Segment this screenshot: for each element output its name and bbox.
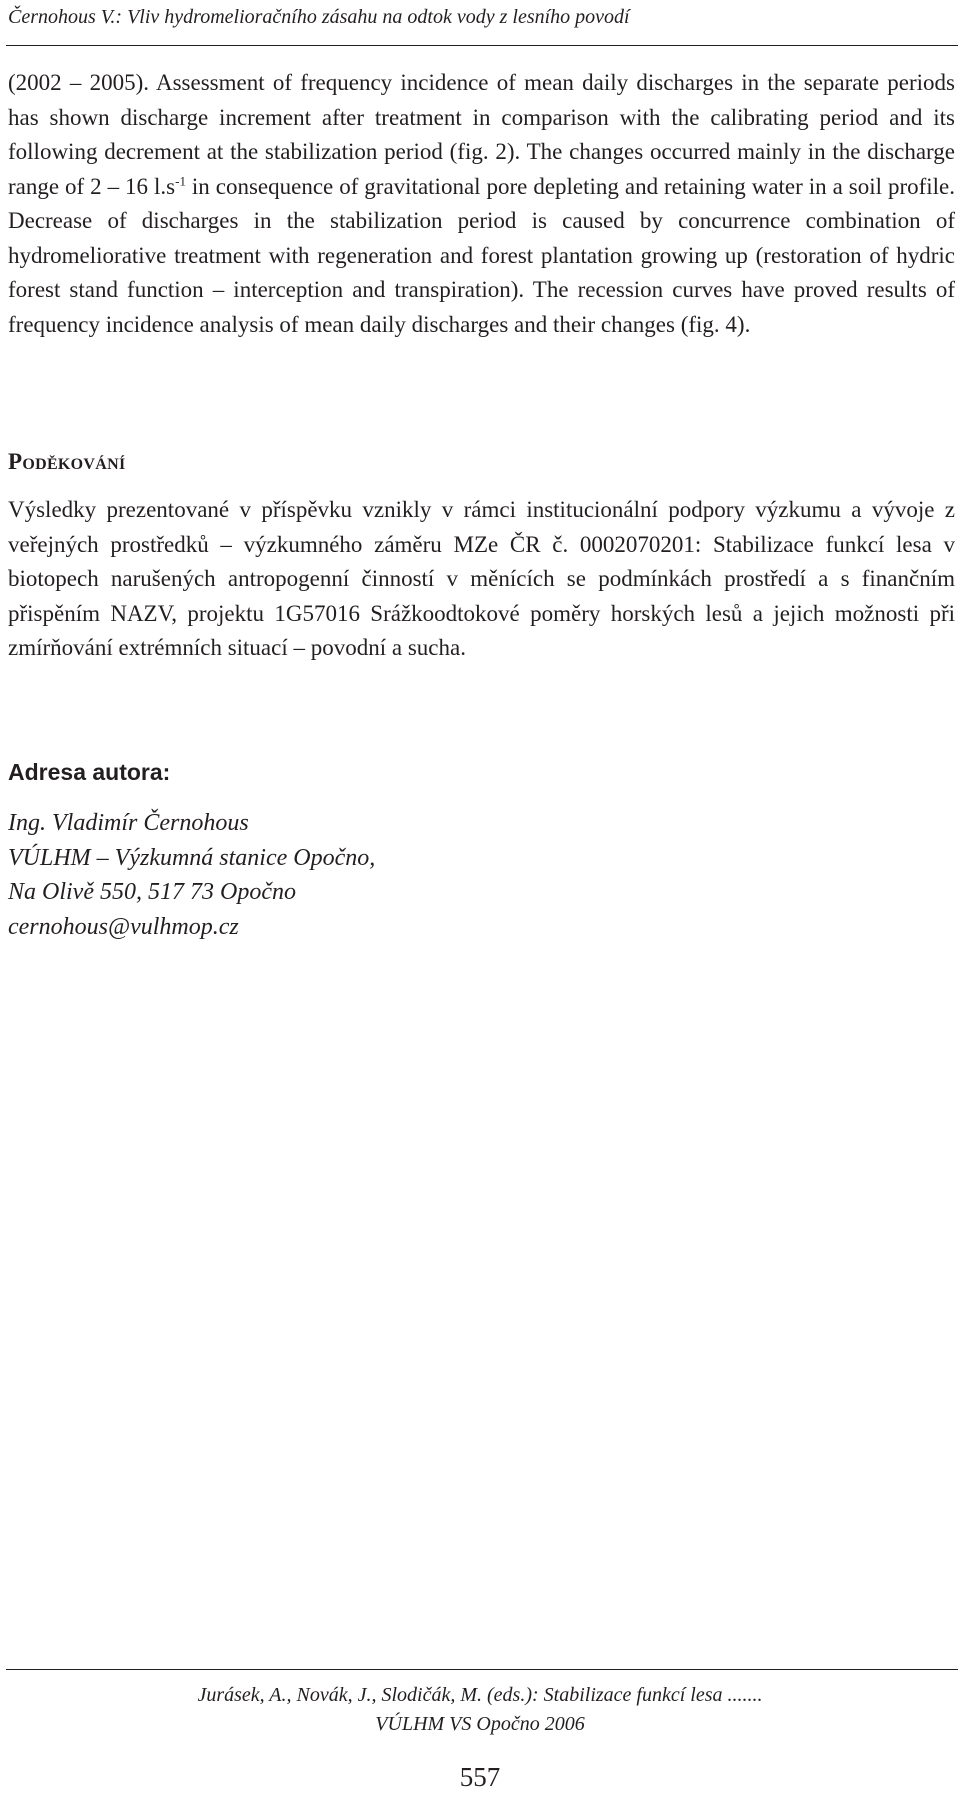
footer-citation: Jurásek, A., Novák, J., Slodičák, M. (eds.): Stabilizace funkcí lesa ....... bbox=[197, 1684, 763, 1706]
footer-rule bbox=[6, 1669, 958, 1670]
running-header: Černohous V.: Vliv hydromelioračního zásahu na odtok vody z lesního povodí bbox=[8, 6, 630, 28]
unit-superscript: -1 bbox=[175, 172, 186, 188]
acknowledgement-heading: Poděkování bbox=[8, 449, 126, 474]
main-paragraph-text-2: in consequence of gravitational pore depleting and retaining water in a soil profile. Decrease of discharges in the stabilization period is caused by concurrence combination of hydromeliorative treatment with regeneration and forest plantation growing up (restoration of hydric forest stand function – interception and transpiration). The recession curves have proved results of frequency incidence analysis of mean daily discharges and their changes (fig. 4). bbox=[8, 173, 956, 337]
page-number: 557 bbox=[459, 1762, 501, 1792]
main-paragraph bbox=[8, 66, 955, 342]
main-paragraph-text-1: (2002 – 2005). Assessment of frequency incidence of mean daily discharges in the separate periods has shown discharge increment after treatment in comparison with the calibrating period and its following decrement at the stabilization period (fig. 2). The changes occurred mainly in the discharge range of 2 – 16 l.s bbox=[8, 70, 955, 199]
footer-publisher: VÚLHM VS Opočno 2006 bbox=[375, 1713, 585, 1735]
author-name: Ing. Vladimír Černohous bbox=[8, 810, 249, 836]
author-street-address: Na Olivě 550, 517 73 Opočno bbox=[8, 879, 296, 905]
header-rule bbox=[6, 45, 958, 46]
author-address-heading: Adresa autora: bbox=[8, 759, 171, 785]
author-address-block bbox=[8, 806, 375, 944]
acknowledgement-paragraph: Výsledky prezentované v příspěvku vznikly v rámci institucionální podpory výzkumu a vývoje z veřejných prostředků – výzkumného záměru MZe ČR č. 0002070201: Stabilizace funkcí lesa v biotopech narušených antropogenní činností v měnících se podmínkách prostředí a s finančním přispěním NAZV, projektu 1G57016 Srážkoodtokové poměry horských lesů a jejich možnosti při zmírňování extrémních situací – povodní a sucha. bbox=[8, 497, 955, 660]
author-institution: VÚLHM – Výzkumná stanice Opočno, bbox=[8, 844, 376, 871]
author-email: cernohous@vulhmop.cz bbox=[8, 913, 239, 940]
